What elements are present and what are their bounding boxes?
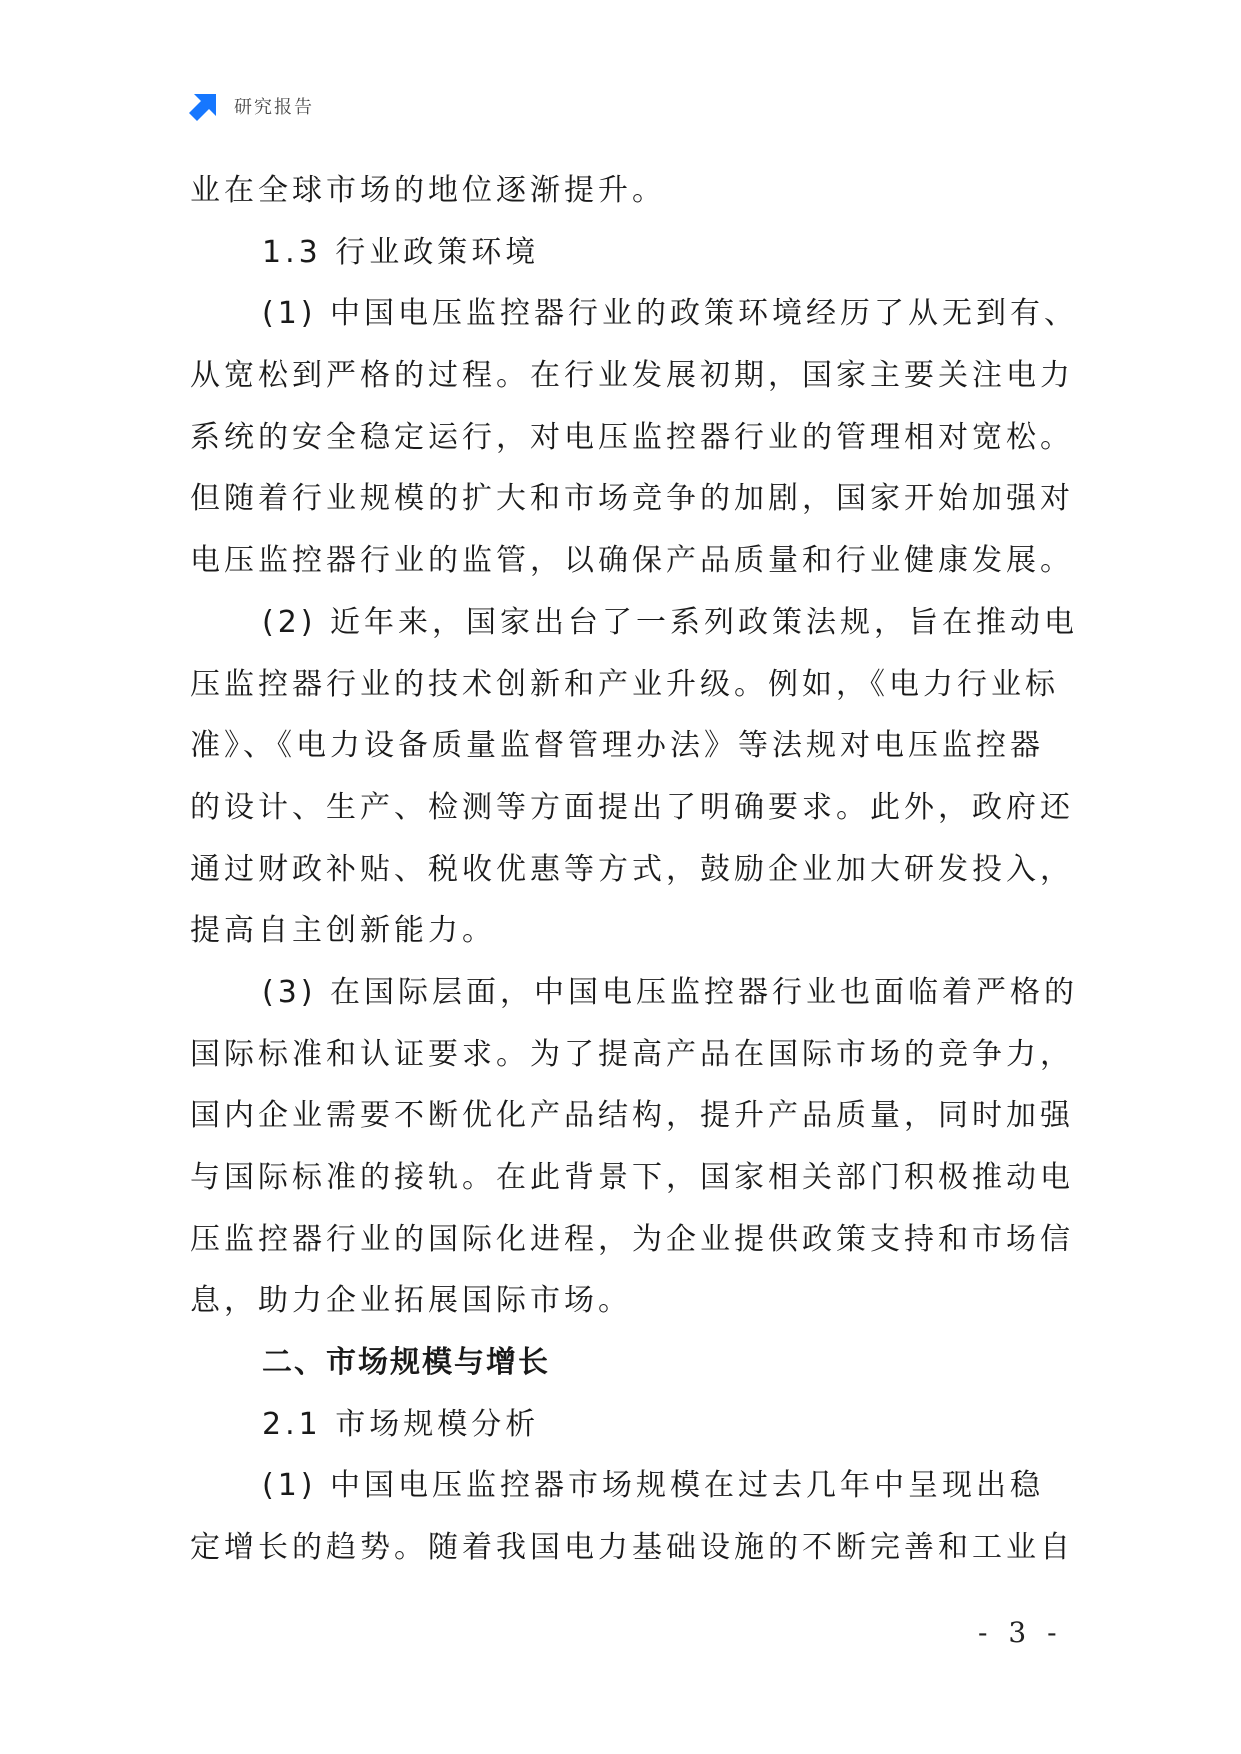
chapter-heading-2: 二、市场规模与增长: [262, 1345, 550, 1381]
section-heading-2-1: 2.1 市场规模分析: [262, 1406, 540, 1442]
paragraph-line: (1) 中国电压监控器市场规模在过去几年中呈现出稳: [262, 1468, 1045, 1504]
paragraph-line: 压监控器行业的技术创新和产业升级。例如，《电力行业标: [190, 666, 1059, 702]
paragraph-line: 与国际标准的接轨。在此背景下，国家相关部门积极推动电: [190, 1160, 1074, 1195]
header-title: 研究报告: [234, 97, 314, 118]
paragraph-line: 系统的安全稳定运行，对电压监控器行业的管理相对宽松。: [190, 419, 1074, 455]
paragraph-line: 国际标准和认证要求。为了提高产品在国际市场的竞争力，: [190, 1036, 1074, 1072]
paragraph-line: 压监控器行业的国际化进程，为企业提供政策支持和市场信: [190, 1221, 1074, 1257]
paragraph-line: 通过财政补贴、税收优惠等方式，鼓励企业加大研发投入，: [190, 851, 1074, 887]
paragraph-line: 国内企业需要不断优化产品结构，提升产品质量，同时加强: [190, 1098, 1074, 1134]
paragraph-line: 提高自主创新能力。: [190, 913, 496, 949]
paragraph-line: 的设计、生产、检测等方面提出了明确要求。此外，政府还: [190, 789, 1074, 825]
paragraph-line: 息，助力企业拓展国际市场。: [190, 1283, 632, 1319]
report-header: [188, 88, 314, 124]
paragraph-line: 电压监控器行业的监管，以确保产品质量和行业健康发展。: [190, 543, 1074, 579]
paragraph-line: 从宽松到严格的过程。在行业发展初期，国家主要关注电力: [190, 358, 1074, 394]
page-number: - 3 -: [978, 1616, 1063, 1649]
paragraph-line: 业在全球市场的地位逐渐提升。: [190, 173, 666, 208]
paragraph-line: (1) 中国电压监控器行业的政策环境经历了从无到有、: [262, 296, 1079, 332]
paragraph-line: 定增长的趋势。随着我国电力基础设施的不断完善和工业自: [190, 1530, 1074, 1566]
document-body: [190, 160, 1079, 1579]
paragraph-line: 准》、《电力设备质量监督管理办法》等法规对电压监控器: [190, 728, 1044, 764]
paragraph-line: (2) 近年来，国家出台了一系列政策法规，旨在推动电: [262, 604, 1079, 640]
section-heading-1-3: 1.3 行业政策环境: [262, 234, 540, 270]
arrow-up-right-icon: [188, 90, 220, 122]
paragraph-line: 但随着行业规模的扩大和市场竞争的加剧，国家开始加强对: [190, 481, 1074, 517]
paragraph-line: (3) 在国际层面，中国电压监控器行业也面临着严格的: [262, 974, 1079, 1010]
